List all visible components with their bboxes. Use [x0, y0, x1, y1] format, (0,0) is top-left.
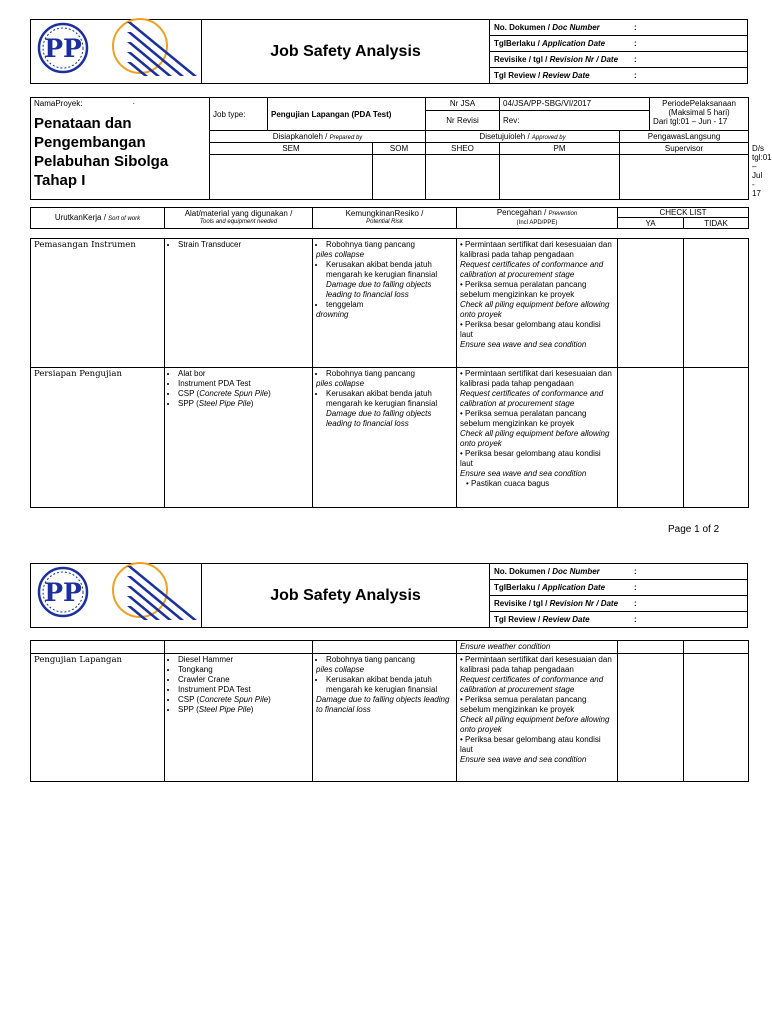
document-title: Job Safety Analysis — [202, 20, 490, 84]
tools-cell: • Strain Transducer — [165, 239, 313, 368]
step-name: Pengujian Lapangan — [31, 654, 165, 782]
project-name: Penataan dan Pengembangan Pelabuhan Sibolga Tahap I — [34, 115, 169, 189]
sign-supervisor — [620, 155, 749, 200]
role-supervisor: Supervisor — [620, 143, 749, 155]
sign-som — [373, 155, 426, 200]
revision-field: Revisike / tgl / Revision Nr / Date : — [490, 596, 748, 612]
col-ya: YA — [618, 218, 684, 229]
role-pm: PM — [500, 143, 620, 155]
doc-number-field: No. Dokumen / Doc Number : — [490, 564, 748, 580]
revision-field: Revisike / tgl / Revision Nr / Date : — [490, 52, 748, 68]
application-date-field: TglBerlaku / Application Date : — [490, 36, 748, 52]
document-header-page2 — [30, 563, 748, 624]
pp-logo-icon — [33, 564, 199, 620]
table-row — [31, 641, 749, 654]
page-number: Page 1 of 2 — [668, 524, 720, 535]
job-type-value: Pengujian Lapangan (PDA Test) — [268, 98, 426, 131]
nr-jsa-value: 04/JSA/PP-SBG/VI/2017 — [500, 98, 650, 111]
period-cell: PeriodePelaksanaan (Maksimal 5 hari) Dari tgl:01 – Jun - 17 — [650, 98, 749, 131]
jsa-table-page2 — [30, 640, 749, 782]
carry-over-text: Ensure weather condition — [457, 641, 618, 654]
jsa-table-page1 — [30, 238, 749, 508]
check-ya[interactable] — [618, 368, 684, 508]
project-info: NamaProyek: · Penataan dan Pengembangan Pelabuhan Sibolga Tahap I Job type: Pengujian Lapangan (PDA Test) Nr JSA 04/JSA/PP-SBG/VI/2017 PeriodePelaksanaan (Maksimal 5 hari) Dari tgl:01 – Jun - 17 Nr Revisi Rev: Disiapkanoleh / Prepared by Disetujuioleh / Approved by PengawasLangsung SEM SOM SHEO PM Supervisor D/s tgl:01 – Jul - 17 — [30, 97, 748, 195]
company-logo — [31, 564, 202, 628]
table-row — [31, 368, 749, 508]
col-checklist: CHECK LIST — [618, 208, 749, 218]
nr-revisi-label: Nr Revisi — [426, 111, 500, 131]
svg-text:PP: PP — [44, 34, 82, 63]
check-tidak[interactable] — [684, 368, 749, 508]
pp-logo-icon — [33, 20, 199, 76]
col-risk: KemungkinanResiko / Potential Risk — [313, 208, 457, 229]
document-header — [30, 19, 748, 80]
prepared-by: Disiapkanoleh / Prepared by — [210, 131, 426, 143]
check-ya[interactable] — [618, 239, 684, 368]
risk-cell: • Robohnya tiang pancang piles collapse • Kerusakan akibat benda jatuh mengarah ke kerugian finansial Damage due to falling objects leading to financial loss • tenggelam drowning — [313, 239, 457, 368]
sign-sem — [210, 155, 373, 200]
sign-sheo — [426, 155, 500, 200]
nr-jsa-label: Nr JSA — [426, 98, 500, 111]
sign-pm — [500, 155, 620, 200]
prevention-cell: • Permintaan sertifikat dari kesesuaian dan kalibrasi pada tahap pengadaan Request certificates of conformance and calibration at procurement stage • Periksa semua peralatan pancang sebelum mengizinkan ke proyek Check all piling equipment before allowing onto proyek • Periksa besar gelombang atau kondisi laut Ensure sea wave and sea condition — [457, 654, 618, 782]
svg-text:PP: PP — [44, 578, 82, 607]
step-name: Pemasangan Instrumen — [31, 239, 165, 368]
role-sheo: SHEO — [426, 143, 500, 155]
col-prevention: Pencegahan / Prevention (Incl APD/PPE) — [457, 208, 618, 229]
role-som: SOM — [373, 143, 426, 155]
approved-by: Disetujuioleh / Approved by — [426, 131, 620, 143]
company-logo — [31, 20, 202, 84]
table-row — [31, 239, 749, 368]
risk-cell: • Robohnya tiang pancang piles collapse • Kerusakan akibat benda jatuh mengarah ke kerugian finansial Damage due to falling objects leading to financial loss — [313, 654, 457, 782]
job-type-label: Job type: — [210, 98, 268, 131]
check-ya[interactable] — [618, 641, 684, 654]
table-row — [31, 654, 749, 782]
prevention-cell: • Permintaan sertifikat dari kesesuaian dan kalibrasi pada tahap pengadaan Request certificates of conformance and calibration at procurement stage • Periksa semua peralatan pancang sebelum mengizinkan ke proyek Check all piling equipment before allowing onto proyek • Periksa besar gelombang atau kondisi laut Ensure sea wave and sea condition • Pastikan cuaca bagus — [457, 368, 618, 508]
check-ya[interactable] — [618, 654, 684, 782]
step-name: Persiapan Pengujian — [31, 368, 165, 508]
col-tidak: TIDAK — [684, 218, 749, 229]
review-date-field: Tgl Review / Review Date : — [490, 612, 748, 628]
prevention-cell: • Permintaan sertifikat dari kesesuaian dan kalibrasi pada tahap pengadaan Request certificates of conformance and calibration at procurement stage • Periksa semua peralatan pancang sebelum mengizinkan ke proyek Check all piling equipment before allowing onto proyek • Periksa besar gelombang atau kondisi laut Ensure sea wave and sea condition — [457, 239, 618, 368]
col-sequence: UrutkanKerja / Sort of work — [31, 208, 165, 229]
check-tidak[interactable] — [684, 654, 749, 782]
check-tidak[interactable] — [684, 239, 749, 368]
col-tools: Alat/material yang digunakan / Tools and equipment needed — [165, 208, 313, 229]
project-name-cell: NamaProyek: · Penataan dan Pengembangan Pelabuhan Sibolga Tahap I — [31, 98, 210, 200]
check-tidak[interactable] — [684, 641, 749, 654]
tools-cell: • Diesel Hammer • Tongkang • Crawler Crane • Instrument PDA Test • CSP (Concrete Spun Pile) • SPP (Steel Pipe Pile) — [165, 654, 313, 782]
supervisor-label: PengawasLangsung — [620, 131, 749, 143]
role-sem: SEM — [210, 143, 373, 155]
risk-cell: • Robohnya tiang pancang piles collapse • Kerusakan akibat benda jatuh mengarah ke kerugian finansial Damage due to falling objects leading to financial loss — [313, 368, 457, 508]
rev-value: Rev: — [500, 111, 650, 131]
doc-number-field: No. Dokumen / Doc Number : — [490, 20, 748, 36]
tools-cell: • Alat bor • Instrument PDA Test • CSP (Concrete Spun Pile) • SPP (Steel Pipe Pile) — [165, 368, 313, 508]
application-date-field: TglBerlaku / Application Date : — [490, 580, 748, 596]
column-headers — [30, 207, 748, 229]
review-date-field: Tgl Review / Review Date : — [490, 68, 748, 84]
document-title: Job Safety Analysis — [202, 564, 490, 628]
